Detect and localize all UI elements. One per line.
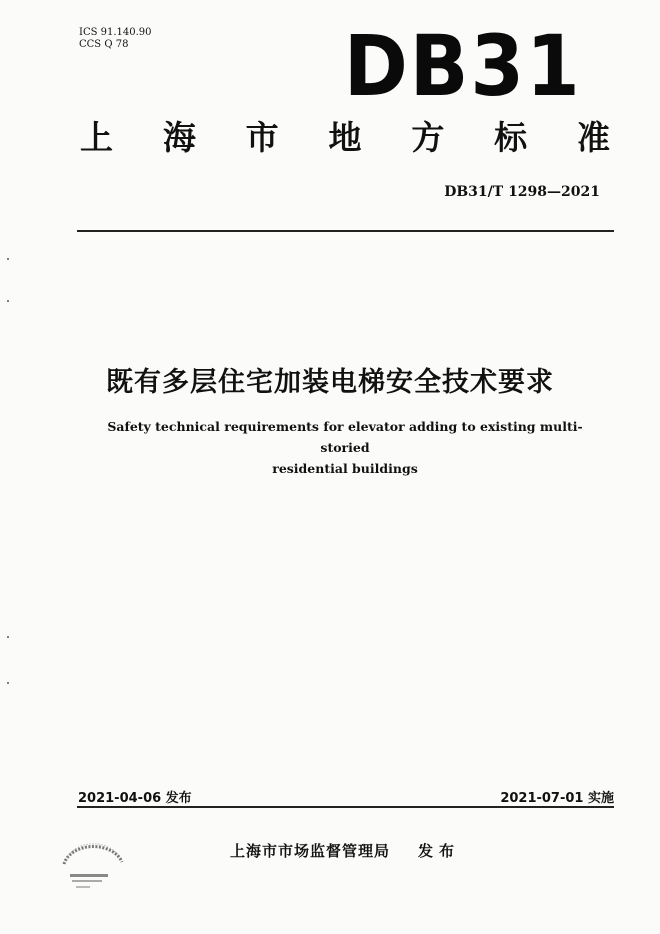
category-char: 地 (328, 118, 362, 157)
category-char: 标 (494, 118, 528, 157)
chinese-title: 既有多层住宅加装电梯安全技术要求 (106, 367, 554, 398)
top-divider (77, 230, 614, 232)
margin-dot (7, 300, 9, 302)
margin-dot (7, 258, 9, 260)
category-char: 海 (162, 118, 196, 157)
category-char: 上 (80, 118, 113, 157)
publish-label: 发布 (418, 842, 461, 860)
publisher-name: 上海市市场监督管理局 (230, 842, 391, 860)
category-char: 准 (576, 118, 610, 157)
standard-number: DB31/T 1298—2021 (444, 184, 600, 200)
bottom-divider (77, 806, 614, 808)
effective-date: 2021-07-01 实施 (500, 791, 614, 806)
category-char: 方 (411, 118, 445, 157)
category-char: 市 (245, 118, 279, 157)
db31-logo: DB31 (344, 17, 582, 115)
english-title-line: Safety technical requirements for elevator adding to existing multi-storied (107, 419, 583, 455)
ics-code: ICS 91.140.90 (79, 27, 152, 38)
standard-category-title (80, 118, 610, 158)
issue-date: 2021-04-06 发布 (78, 791, 192, 806)
english-title-line: residential buildings (272, 461, 418, 476)
seal-stamp-icon (56, 834, 130, 898)
margin-dot (7, 682, 9, 684)
english-title (90, 416, 600, 479)
ics-ccs-codes (79, 27, 152, 51)
ccs-code: CCS Q 78 (79, 39, 129, 50)
margin-dot (7, 636, 9, 638)
publisher-line (230, 840, 460, 861)
